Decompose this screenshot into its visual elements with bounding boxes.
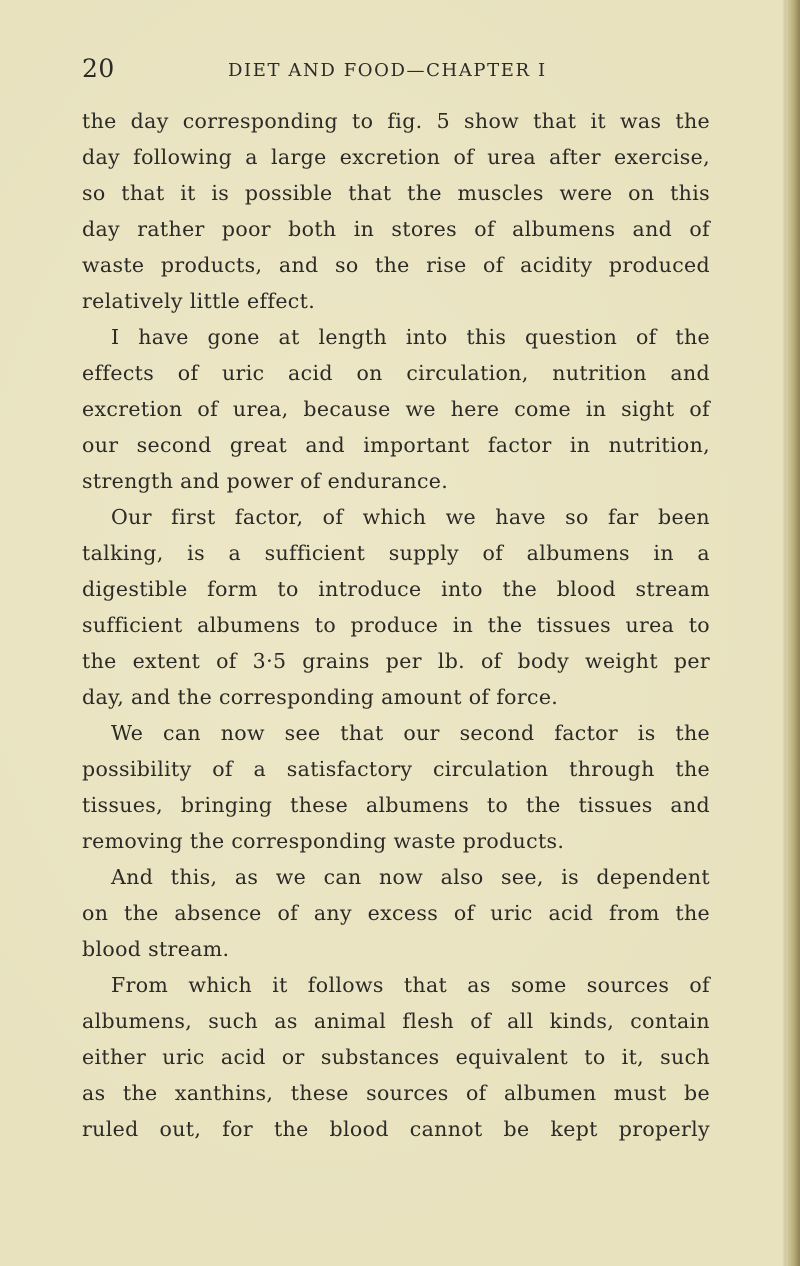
- text-line: excretion of urea, because we here come in sight of: [82, 397, 710, 421]
- text-line: Our first factor, of which we have so far been: [111, 505, 710, 529]
- text-line: talking, is a sufficient supply of albumens in a: [82, 541, 710, 565]
- text-line: either uric acid or substances equivalent to it, such: [82, 1045, 710, 1069]
- text-line: day following a large excretion of urea after exercise,: [82, 145, 710, 169]
- text-line: And this, as we can now also see, is dependent: [111, 865, 710, 889]
- text-line: so that it is possible that the muscles were on this: [82, 181, 710, 205]
- text-line: relatively little effect.: [82, 289, 316, 313]
- text-line: as the xanthins, these sources of albumen must be: [82, 1081, 710, 1105]
- text-line: From which it follows that as some sources of: [111, 973, 710, 997]
- text-line: We can now see that our second factor is the: [111, 721, 710, 745]
- text-line: tissues, bringing these albumens to the tissues and: [82, 793, 710, 817]
- running-head: [82, 54, 722, 88]
- text-line: strength and power of endurance.: [82, 469, 449, 493]
- text-line: digestible form to introduce into the blood stream: [82, 577, 710, 601]
- text-line: albumens, such as animal flesh of all kinds, contain: [82, 1009, 710, 1033]
- text-line: the day corresponding to fig. 5 show that it was the: [82, 109, 710, 133]
- text-line: on the absence of any excess of uric acid from the: [82, 901, 710, 925]
- text-line: waste products, and so the rise of acidity produced: [82, 253, 710, 277]
- text-line: day rather poor both in stores of albumens and of: [82, 217, 710, 241]
- text-line: day, and the corresponding amount of force.: [82, 685, 559, 709]
- page-edge: [786, 0, 800, 1266]
- chapter-title: DIET AND FOOD—CHAPTER I: [228, 60, 547, 81]
- text-line: possibility of a satisfactory circulation through the: [82, 757, 710, 781]
- text-line: our second great and important factor in nutrition,: [82, 433, 710, 457]
- text-line: blood stream.: [82, 937, 230, 961]
- text-line: effects of uric acid on circulation, nutrition and: [82, 361, 710, 385]
- text-line: the extent of 3·5 grains per lb. of body weight per: [82, 649, 710, 673]
- text-line: I have gone at length into this question of the: [111, 325, 710, 349]
- text-line: ruled out, for the blood cannot be kept properly: [82, 1117, 710, 1141]
- text-line: removing the corresponding waste products.: [82, 829, 565, 853]
- body-text: [82, 103, 710, 1147]
- page-number: 20: [82, 54, 115, 83]
- text-line: sufficient albumens to produce in the tissues urea to: [82, 613, 710, 637]
